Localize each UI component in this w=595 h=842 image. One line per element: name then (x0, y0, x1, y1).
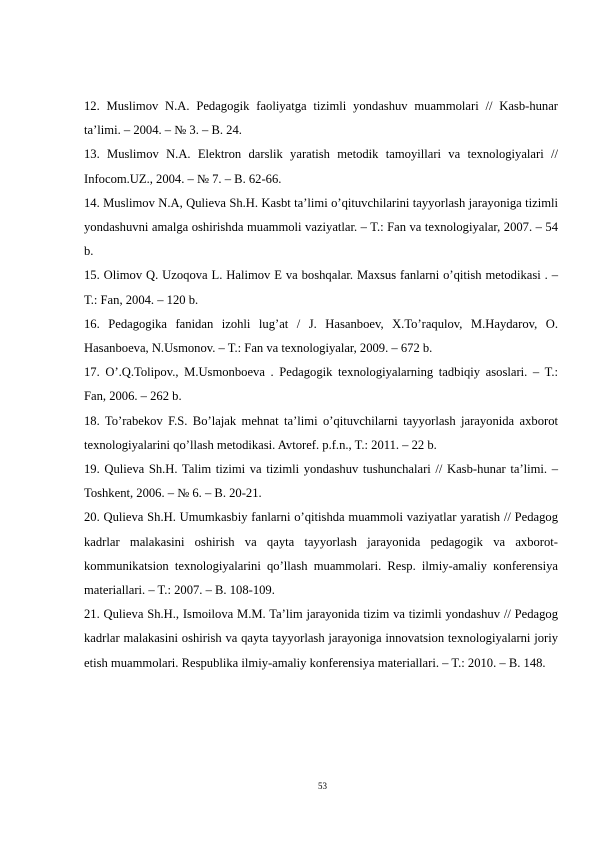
reference-item-19: 19. Qulieva Sh.H. Talim tizimi va tizimli yondashuv tushunchalari // Kasb-hunar ta’limi. – Toshkent, 2006. – № 6. – B. 20-21. (84, 462, 558, 501)
reference-list (84, 94, 558, 675)
reference-item-14: 14. Muslimov N.A, Qulieva Sh.H. Kasbt ta’limi o’qituvchilarini tayyorlash jarayoniga tizimli yondashuvni amalga oshirishda muammoli vaziyatlar. – T.: Fan va texnologiyalar, 2007. – 54 b. (84, 195, 558, 259)
reference-item-21: 21. Qulieva Sh.H., Ismoilova M.M. Ta’lim jarayonida tizim va tizimli yondashuv // Pedagog kadrlar malakasini oshirish va qayta tayyorlash jarayoniga innovatsion texnologiyalarni joriy etish muammolari. Respublika ilmiy-amaliy konferensiya materiallari. – T.: 2010. – B. 148. (84, 607, 558, 670)
reference-item-13: 13. Muslimov N.A. Elektron darslik yaratish metodik tamoyillari va texnologiyalari // Infocom.UZ., 2004. – № 7. – B. 62-66. (84, 147, 558, 186)
reference-item-16: 16. Pedagogika fanidan izohli lug’at / J. Hasanboev, X.To’raqulov, M.Haydarov, O. Hasanboeva, N.Usmonov. – T.: Fan va texnologiyalar, 2009. – 672 b. (84, 316, 558, 356)
reference-item-17: 17. O’.Q.Tolipov., M.Usmonboeva . Pedagogik texnologiyalarning tadbiqiy asoslari. – T.: Fan, 2006. – 262 b. (84, 365, 558, 404)
page-number: 53 (318, 781, 327, 791)
reference-item-12: 12. Muslimov N.A. Pedagogik faoliyatga tizimli yondashuv muammolari // Kasb-hunar ta’limi. – 2004. – № 3. – B. 24. (84, 99, 558, 138)
reference-item-15: 15. Olimov Q. Uzoqova L. Halimov E va boshqalar. Maxsus fanlarni o’qitish metodikasi . – T.: Fan, 2004. – 120 b. (84, 268, 558, 307)
reference-item-20: 20. Qulieva Sh.H. Umumkasbiy fanlarni o’qitishda muammoli vaziyatlar yaratish // Pedagog kadrlar malakasini oshirish va qayta tayyorlash jarayonida pedagogik va axborot-kommunikatsion texnologiyalarini qo’llash muammolari. Resp. ilmiy-amaliy кonferensiya materiallari. – T.: 2007. – B. 108-109. (84, 510, 558, 598)
reference-item-18: 18. To’rabekov F.S. Bo’lajak mehnat ta’limi o’qituvchilarni tayyorlash jarayonida axborot texnologiyalarini qo’llash metodikasi. Avtoref. p.f.n., T.: 2011. – 22 b. (84, 413, 558, 452)
